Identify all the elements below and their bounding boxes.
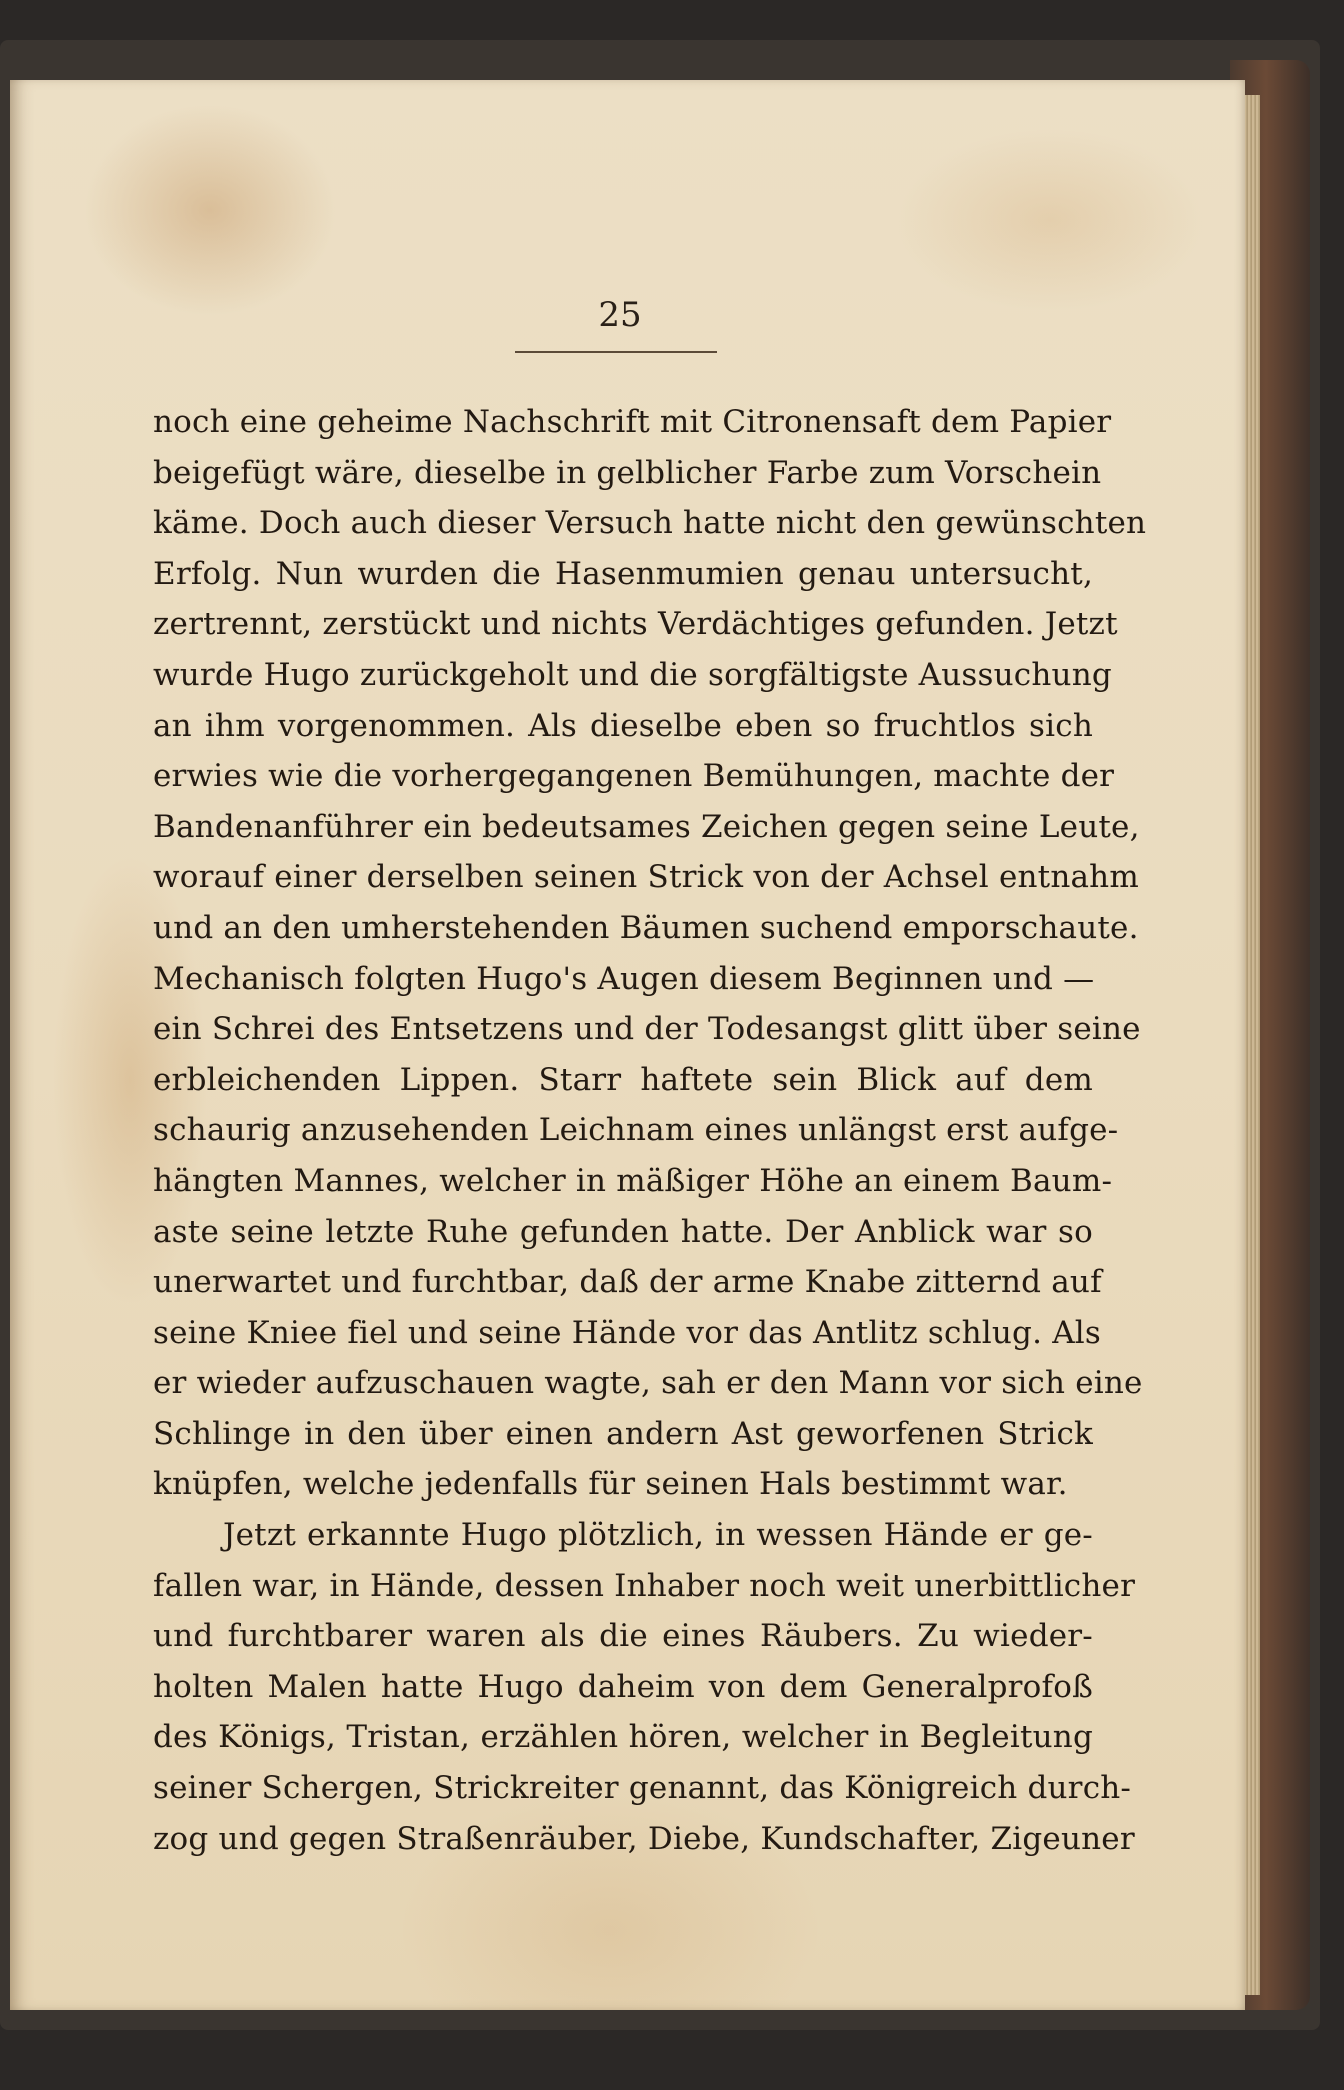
- text-line: worauf einer derselben seinen Strick von der Achsel entnahm: [153, 859, 1139, 896]
- page-number: 25: [598, 295, 642, 335]
- text-line: zog und gegen Straßenräuber, Diebe, Kundschafter, Zigeuner: [153, 1820, 1135, 1857]
- text-line: erwies wie die vorhergegangenen Bemühungen, machte der: [153, 758, 1115, 795]
- text-line: knüpfen, welche jedenfalls für seinen Hals bestimmt war.: [153, 1466, 1068, 1503]
- text-line: und furchtbarer waren als die eines Räubers. Zu wieder-: [153, 1618, 1093, 1655]
- text-line: unerwartet und furchtbar, daß der arme Knabe zitternd auf: [153, 1264, 1102, 1301]
- text-line: und an den umherstehenden Bäumen suchend emporschaute.: [153, 909, 1139, 946]
- text-line: seine Kniee fiel und seine Hände vor das Antlitz schlug. Als: [153, 1314, 1102, 1351]
- text-line: ein Schrei des Entsetzens und der Todesangst glitt über seine: [153, 1011, 1141, 1048]
- text-line: beigefügt wäre, dieselbe in gelblicher Farbe zum Vorschein: [153, 454, 1102, 491]
- text-line: Schlinge in den über einen andern Ast geworfenen Strick: [153, 1415, 1093, 1452]
- text-line: Jetzt erkannte Hugo plötzlich, in wessen Hände er ge-: [223, 1517, 1093, 1554]
- text-line: an ihm vorgenommen. Als dieselbe eben so fruchtlos sich: [153, 707, 1093, 744]
- text-line: schaurig anzusehenden Leichnam eines unlängst erst aufge-: [153, 1112, 1119, 1149]
- book-page: [10, 80, 1245, 2010]
- text-line: Bandenanführer ein bedeutsames Zeichen gegen seine Leute,: [153, 808, 1140, 845]
- header-rule: [515, 351, 717, 353]
- text-line: wurde Hugo zurückgeholt und die sorgfältigste Aussuchung: [153, 656, 1112, 693]
- paragraph: [153, 397, 1147, 1510]
- text-line: Mechanisch folgten Hugo's Augen diesem Beginnen und —: [153, 960, 1095, 997]
- body-text: [153, 397, 1147, 1864]
- text-line: hängten Mannes, welcher in mäßiger Höhe an einem Baum-: [153, 1162, 1113, 1199]
- text-line: noch eine geheime Nachschrift mit Citronensaft dem Papier: [153, 404, 1112, 440]
- paragraph: [153, 1510, 1136, 1864]
- text-line: seiner Schergen, Strickreiter genannt, das Königreich durch-: [153, 1770, 1132, 1807]
- text-line: holten Malen hatte Hugo daheim von dem Generalprofoß: [153, 1668, 1093, 1705]
- text-line: erbleichenden Lippen. Starr haftete sein Blick auf dem: [153, 1061, 1093, 1098]
- text-line: fallen war, in Hände, dessen Inhaber noch weit unerbittlicher: [153, 1567, 1136, 1604]
- text-line: er wieder aufzuschauen wagte, sah er den Mann vor sich eine: [153, 1365, 1143, 1402]
- text-line: Erfolg. Nun wurden die Hasenmumien genau untersucht,: [153, 555, 1093, 592]
- text-line: aste seine letzte Ruhe gefunden hatte. Der Anblick war so: [153, 1213, 1093, 1250]
- text-line: des Königs, Tristan, erzählen hören, welcher in Begleitung: [153, 1719, 1093, 1756]
- text-line: zertrennt, zerstückt und nichts Verdächtiges gefunden. Jetzt: [153, 606, 1118, 643]
- text-line: käme. Doch auch dieser Versuch hatte nicht den gewünschten: [153, 505, 1147, 542]
